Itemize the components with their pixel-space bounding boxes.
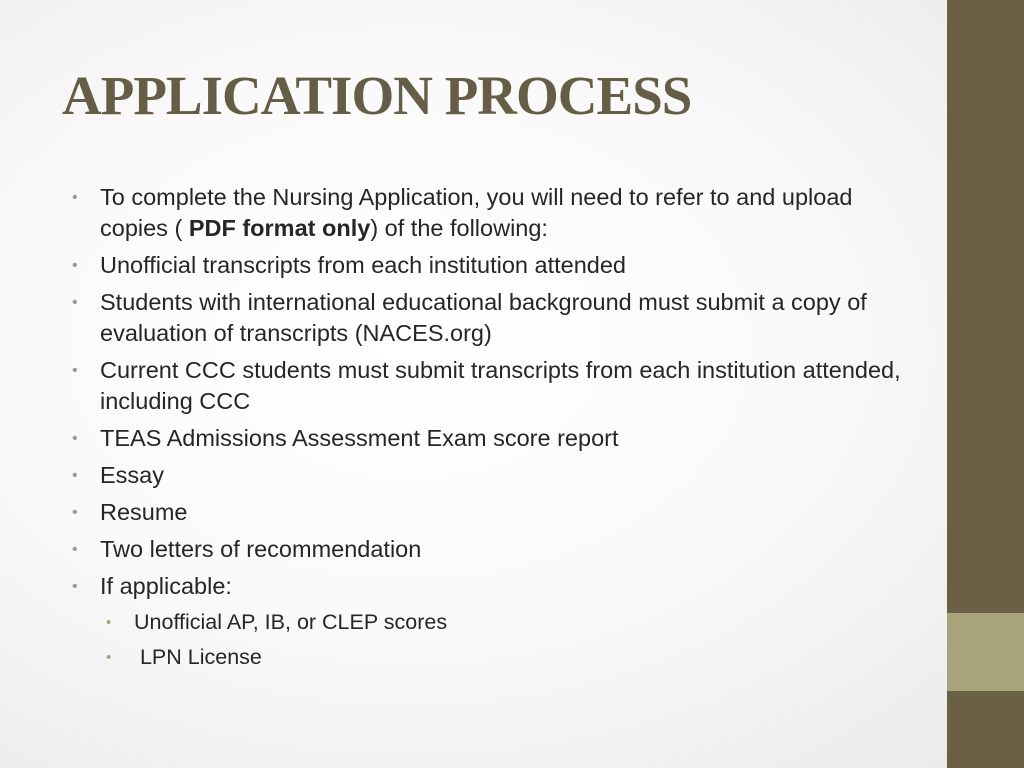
bullet-item-international (72, 287, 912, 349)
sub-bullet-icon: • (106, 614, 112, 631)
item-text: If applicable: (100, 573, 232, 599)
item-text: Resume (100, 499, 188, 525)
item-text: TEAS Admissions Assessment Exam score report (100, 425, 619, 451)
bullet-item-resume (72, 497, 912, 528)
bullet-item-teas (72, 423, 912, 454)
bullet-icon: • (72, 430, 78, 447)
item-text: ) of the following: (370, 215, 548, 241)
item-text: Students with international educational background must submit a copy of evaluation of transcripts (NACES.org) (100, 289, 867, 346)
slide-title: APPLICATION PROCESS (62, 65, 692, 126)
bullet-icon: • (72, 578, 78, 595)
bullet-item-essay (72, 460, 912, 491)
sub-bullet-lpn-license (106, 643, 912, 672)
bullet-icon: • (72, 541, 78, 558)
bullet-icon: • (72, 294, 78, 311)
bullet-icon: • (72, 189, 78, 206)
pdf-format-emphasis: PDF format only (188, 215, 371, 241)
bullet-list (72, 182, 912, 678)
bullet-item-ccc-students (72, 355, 912, 417)
bullet-icon: • (72, 362, 78, 379)
sidebar-accent-block (947, 613, 1024, 691)
sub-item-text: Unofficial AP, IB, or CLEP scores (134, 610, 448, 634)
item-text: Unofficial transcripts from each institution attended (100, 252, 626, 278)
item-text: Current CCC students must submit transcripts from each institution attended, including CCC (100, 357, 901, 414)
bullet-icon: • (72, 467, 78, 484)
sub-item-text: LPN License (134, 645, 262, 669)
sub-bullet-icon: • (106, 649, 112, 666)
item-text: To complete the Nursing Application, you will need to refer to and upload copies ( (100, 184, 853, 241)
sub-bullet-ap-ib-clep (106, 608, 912, 637)
item-text: Two letters of recommendation (100, 536, 422, 562)
bullet-item-if-applicable (72, 571, 912, 602)
item-text: Essay (100, 462, 164, 488)
bullet-icon: • (72, 257, 78, 274)
bullet-item-application (72, 182, 912, 244)
bullet-item-letters (72, 534, 912, 565)
bullet-icon: • (72, 504, 78, 521)
bullet-item-transcripts (72, 250, 912, 281)
